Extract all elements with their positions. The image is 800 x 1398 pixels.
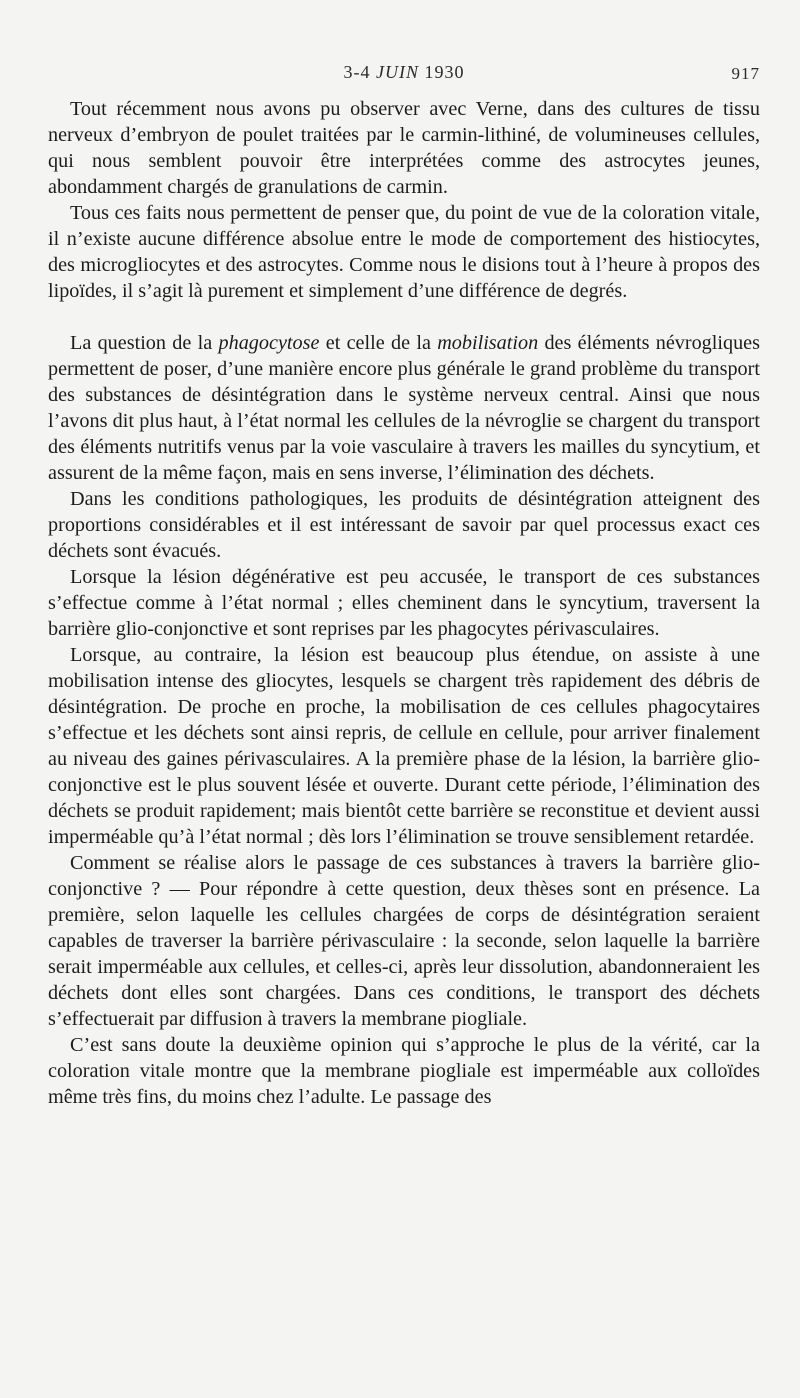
paragraph-text: et celle de la [319, 332, 438, 354]
paragraph-pathological-conditions: Dans les conditions pathologiques, les produits de désintégration atteignent des proportions considérables et il est intéressant de savoir par quel processus exact ces déchets sont évacués. [48, 488, 760, 562]
paragraph-vital-coloration: Tous ces faits nous permettent de penser que, du point de vue de la coloration vitale, il n’existe aucune différence absolue entre le mode de comportement des histiocytes, des microgliocytes et des astrocytes. Comme nous le disions tout à l’heure à propos des lipoïdes, il s’agit là purement et simplement d’une différence de degrés. [48, 202, 760, 302]
paragraph-text: des éléments névrogliques permettent de poser, d’une manière encore plus générale le grand problème du transport des substances de désintégration dans le système nerveux central. Ainsi que nous l’avons dit plus haut, à l’état normal les cellules de la névroglie se chargent du transport des éléments nutritifs venus par la voie vasculaire à travers les mailles du syncytium, et assurent de la même façon, mais en sens inverse, l’élimination des déchets. [48, 332, 760, 484]
paragraph-second-opinion: C’est sans doute la deuxième opinion qui s’approche le plus de la vérité, car la coloration vitale montre que la membrane piogliale est imperméable aux colloïdes même très fins, du moins chez l’adulte. Le passage des [48, 1034, 760, 1108]
page-header [48, 62, 760, 88]
term-mobilisation: mobilisation [437, 332, 539, 354]
paragraph-astrocytes-cultures: Tout récemment nous avons pu observer avec Verne, dans des cultures de tissu nerveux d’embryon de poulet traitées par le carmin-lithiné, de volumineuses cellules, qui nous semblent pouvoir être interprétées comme des astrocytes jeunes, abondamment chargés de granulations de carmin. [48, 98, 760, 198]
paragraph-text: La question de la [70, 332, 219, 354]
paragraph-extensive-lesion: Lorsque, au contraire, la lésion est beaucoup plus étendue, on assiste à une mobilisation intense des gliocytes, lesquels se chargent très rapidement des débris de désintégration. De proche en proche, la mobilisation de ces cellules phagocytaires s’effectue et les déchets sont ainsi repris, de cellule en cellule, pour arriver finalement au niveau des gaines périvasculaires. A la première phase de la lésion, la barrière glio-conjonctive est le plus souvent lésée et ouverte. Durant cette période, l’élimination des déchets se produit rapidement; mais bientôt cette barrière se reconstitue et devient aussi imperméable qu’à l’état normal ; dès lors l’élimination se trouve sensiblement retardée. [48, 644, 760, 848]
paragraph-phagocytosis-question [48, 330, 760, 486]
paragraph-barrier-passage: Comment se réalise alors le passage de ces substances à travers la barrière glio-conjonctive ? — Pour répondre à cette question, deux thèses sont en présence. La première, selon laquelle les cellules chargées de corps de désintégration seraient capables de traverser la barrière périvasculaire : la seconde, selon laquelle la barrière serait imperméable aux cellules, et celles-ci, après leur dissolution, abandonneraient les déchets dont elles sont chargées. Dans ces conditions, le transport des déchets s’effectuerait par diffusion à travers la membrane piogliale. [48, 852, 760, 1030]
term-phagocytose: phagocytose [218, 332, 320, 354]
header-month: JUIN [376, 62, 419, 82]
header-date [48, 62, 760, 83]
header-year: 1930 [419, 62, 465, 82]
paragraph-mild-lesion: Lorsque la lésion dégénérative est peu accusée, le transport de ces substances s’effectue comme à l’état normal ; elles cheminent dans le syncytium, traversent la barrière glio-conjonctive et sont reprises par les phagocytes périvasculaires. [48, 566, 760, 640]
article-body [48, 96, 760, 1110]
page-number: 917 [731, 64, 760, 83]
header-day: 3-4 [343, 62, 376, 82]
